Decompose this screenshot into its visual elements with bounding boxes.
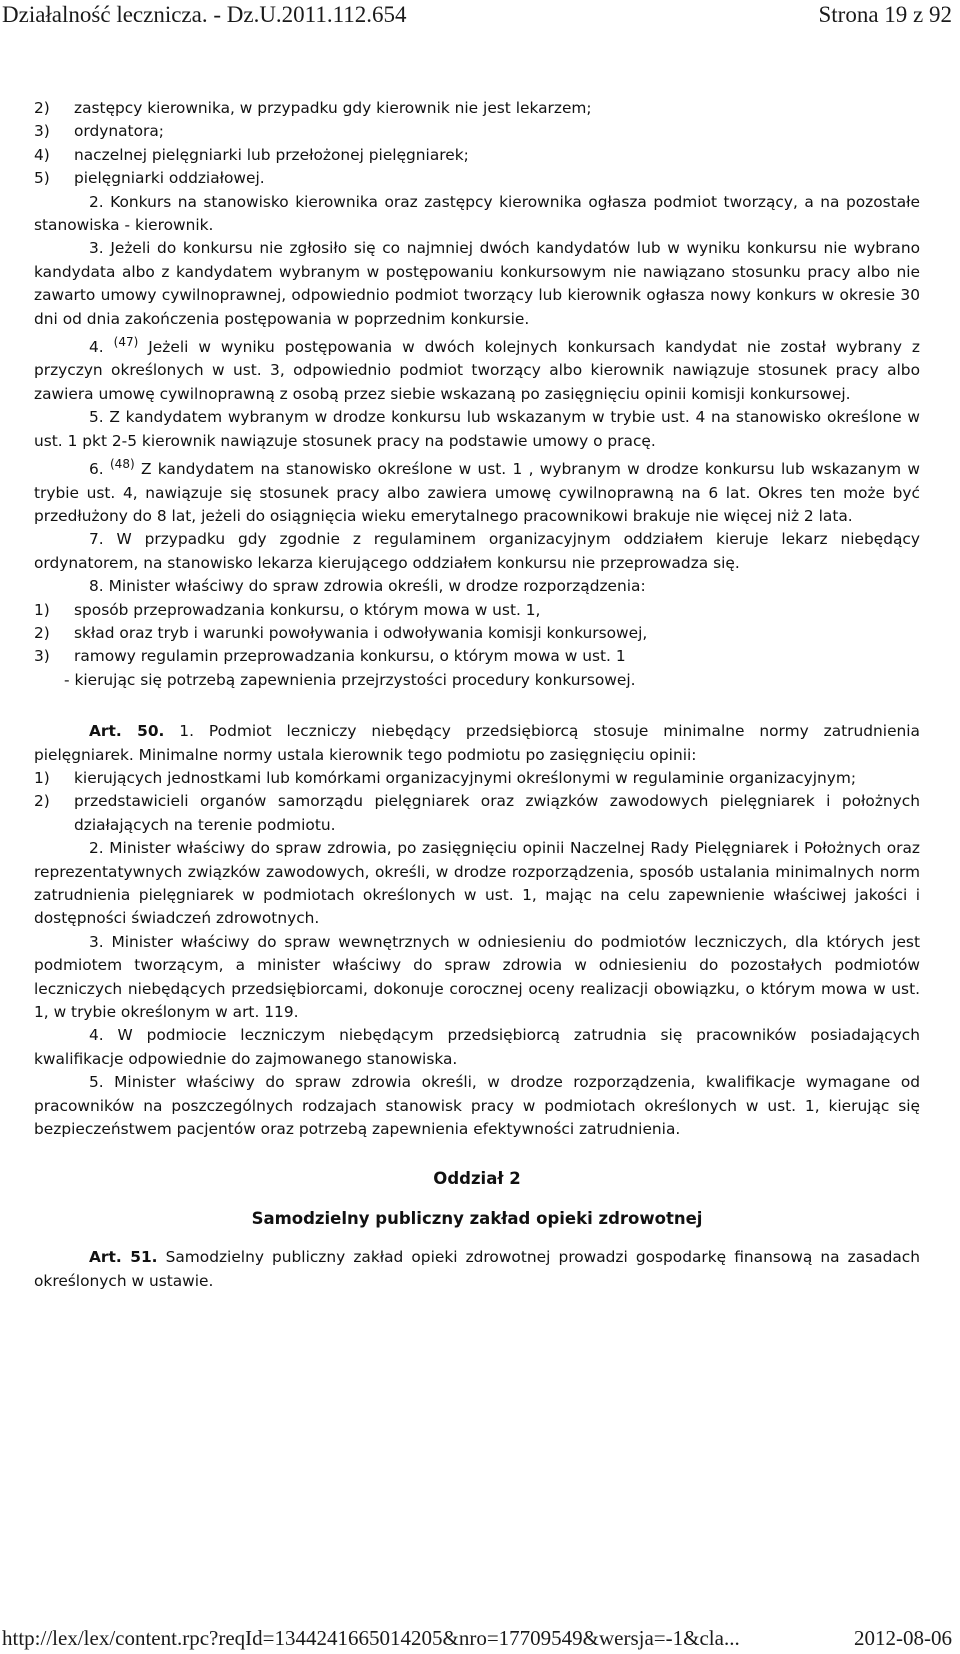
list-item: 2) zastępcy kierownika, w przypadku gdy kierownik nie jest lekarzem; <box>34 99 592 117</box>
list-item: 1) kierujących jednostkami lub komórkami organizacyjnymi określonymi w regulaminie organizacyjnym; <box>34 768 857 787</box>
article-50-paragraph-4: 4. W podmiocie leczniczym niebędącym przedsiębiorcą zatrudnia się pracowników posiadających kwalifikacje odpowiednie do zajmowanego stanowiska. <box>34 1026 920 1068</box>
list-item: 3) ramowy regulamin przeprowadzania konkursu, o którym mowa w ust. 1 <box>34 647 626 666</box>
article-text: Samodzielny publiczny zakład opieki zdrowotnej prowadzi gospodarkę finansową na zasadach określonych w ustawie. <box>34 1248 921 1290</box>
article-50-paragraph-3: 3. Minister właściwy do spraw wewnętrznych w odniesieniu do podmiotów leczniczych, dla których jest podmiotem tworzącym, a minister właściwy do spraw zdrowia w odniesieniu do pozostałych podmiotów leczniczych niebędących przedsiębiorcami, dokonuje corocznej oceny realizacji obowiązku, o którym mowa w ust. 1, w trybie określonym w art. 119. <box>34 932 920 1022</box>
list-item: 4) naczelnej pielęgniarki lub przełożonej pielęgniarek; <box>34 145 469 164</box>
paragraph-6 <box>34 453 920 528</box>
source-url: http://lex/lex/content.rpc?reqId=1344241665014205&nro=17709549&wersja=-1&cla... <box>2 1626 740 1650</box>
article-50-paragraph-5: 5. Minister właściwy do spraw zdrowia określi, w drodze rozporządzenia, kwalifikacje wymagane od pracowników na poszczególnych rodzajach stanowisk pracy w podmiotach określonych w ust. 1, kierując się bezpieczeństwem pacjentów oraz potrzebą zapewnienia efektywności zatrudnienia. <box>34 1073 920 1139</box>
section-title: Oddział 2 <box>433 1169 521 1189</box>
page-number: Strona 19 z 92 <box>818 2 952 27</box>
paragraph-number: 4. <box>89 338 104 357</box>
footnote-ref: (47) <box>113 335 139 350</box>
page-header <box>0 0 960 34</box>
list-art50 <box>34 767 920 837</box>
article-50-paragraph-2: 2. Minister właściwy do spraw zdrowia, po zasięgnięciu opinii Naczelnej Rady Pielęgniarek i Położnych oraz reprezentatywnych związków zawodowych, określi, w drodze rozporządzenia, sposób ustalania minimalnych norm zatrudnienia pielęgniarek w podmiotach określonych w ust. 1, mając na celu zapewnienie właściwej jakości i dostępności świadczeń zdrowotnych. <box>34 839 920 928</box>
article-50 <box>34 720 920 767</box>
article-text: 1. Podmiot leczniczy niebędący przedsiębiorcą stosuje minimalne normy zatrudnienia pielęgniarek. Minimalne normy ustala kierownik tego podmiotu po zasięgnięciu opinii: <box>34 722 920 764</box>
article-label: Art. 50. <box>89 722 165 741</box>
paragraph-8-closing: - kierując się potrzebą zapewnienia przejrzystości procedury konkursowej. <box>64 670 636 689</box>
article-label: Art. 51. <box>89 1248 158 1267</box>
section-subtitle: Samodzielny publiczny zakład opieki zdrowotnej <box>251 1208 703 1228</box>
article-51 <box>34 1246 920 1293</box>
paragraph-8: 8. Minister właściwy do spraw zdrowia określi, w drodze rozporządzenia: <box>89 577 646 596</box>
page-footer <box>0 1622 960 1654</box>
list-item: 1) sposób przeprowadzania konkursu, o którym mowa w ust. 1, <box>34 600 541 619</box>
list-p8 <box>34 599 920 669</box>
list-item: 2) skład oraz tryb i warunki powoływania i odwoływania komisji konkursowej, <box>34 623 648 642</box>
paragraph-3: 3. Jeżeli do konkursu nie zgłosiło się co najmniej dwóch kandydatów lub w wyniku konkursu nie wybrano kandydata albo z kandydatem wybranym w postępowaniu konkursowym nie nawiązano stosunku pracy albo nie zawarto umowy cywilnoprawnej, odpowiednio podmiot tworzący lub kierownik ogłasza nowy konkurs w okresie 30 dni od dnia zakończenia postępowania w poprzednim konkursie. <box>34 239 920 328</box>
document-title: Działalność lecznicza. - Dz.U.2011.112.654 <box>2 2 407 27</box>
paragraph-2: 2. Konkurs na stanowisko kierownika oraz zastępcy kierownika ogłasza podmiot tworzący, a na pozostałe stanowiska - kierownik. <box>34 192 920 235</box>
paragraph-7: 7. W przypadku gdy zgodnie z regulaminem organizacyjnym oddziałem kieruje lekarz niebędący ordynatorem, na stanowisko lekarza kierującego oddziałem konkursu nie przeprowadza się. <box>34 530 920 572</box>
list-top <box>34 97 920 191</box>
paragraph-4 <box>34 331 920 406</box>
list-item: 3) ordynatora; <box>34 122 164 141</box>
paragraph-5: 5. Z kandydatem wybranym w drodze konkursu lub wskazanym w trybie ust. 4 na stanowisko określone w ust. 1 pkt 2-5 kierownik nawiązuje stosunek pracy na podstawie umowy o pracę. <box>34 408 920 450</box>
list-item: 5) pielęgniarki oddziałowej. <box>34 169 265 188</box>
footnote-ref: (48) <box>110 457 135 472</box>
paragraph-number: 6. <box>89 460 104 479</box>
print-date: 2012-08-06 <box>854 1626 952 1650</box>
document-body <box>34 97 920 1293</box>
list-item: 2) przedstawicieli organów samorządu pielęgniarek oraz związków zawodowych pielęgniarek i położnych działających na terenie podmiotu. <box>34 792 920 834</box>
paragraph-text: Jeżeli w wyniku postępowania w dwóch kolejnych konkursach kandydat nie został wybrany z przyczyn określonych w ust. 3, odpowiednio podmiot tworzący albo kierownik nawiązuje stosunek pracy albo zawiera umowę cywilnoprawną z osobą przez siebie wskazaną po zasięgnięciu opinii komisji konkursowej. <box>34 338 920 403</box>
paragraph-text: Z kandydatem na stanowisko określone w ust. 1 , wybranym w drodze konkursu lub wskazanym w trybie ust. 4, nawiązuje się stosunek pracy albo zawiera umowę cywilnoprawną na 6 lat. Okres ten może być przedłużony do 8 lat, jeżeli do osiągnięcia wieku emerytalnego pracownikowi brakuje nie więcej niż 2 lata. <box>34 460 920 525</box>
